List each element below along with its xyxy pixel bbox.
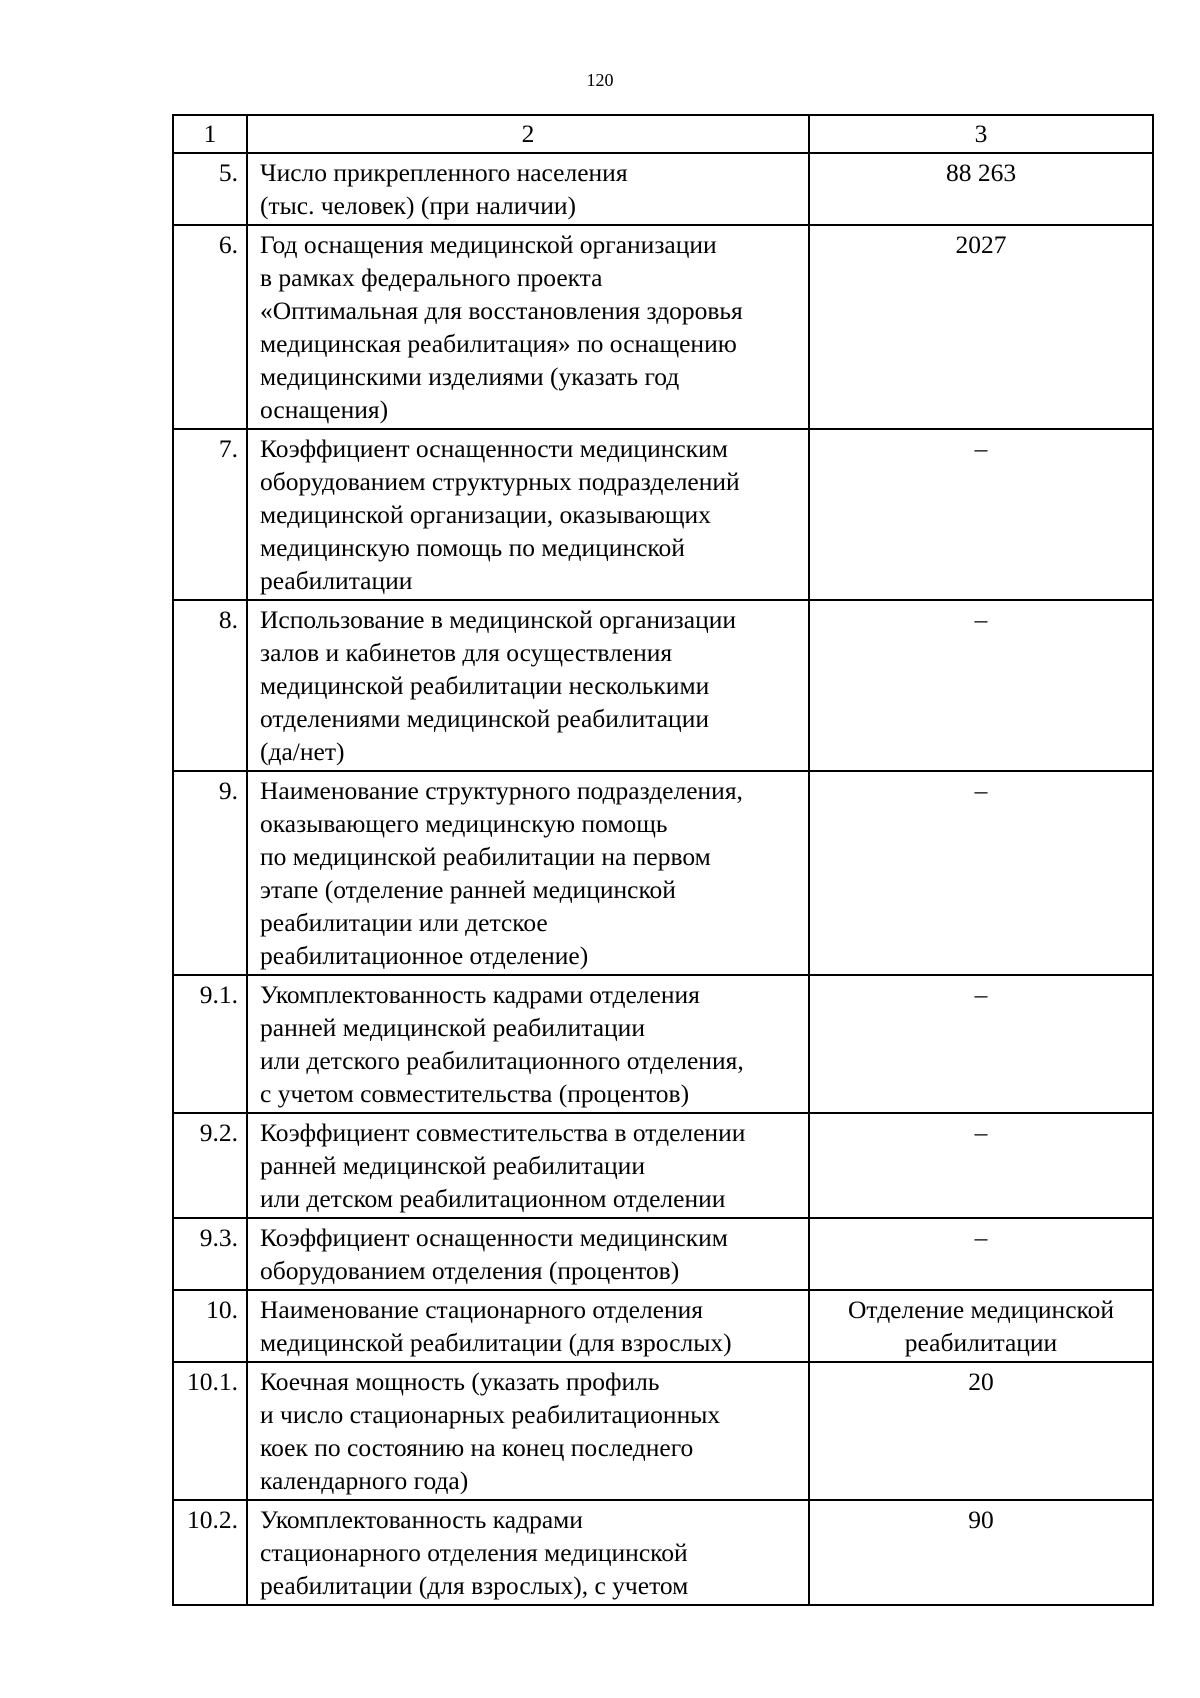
row-description-text: Наименование стационарного отделения медицинской реабилитации (для взрослых): [260, 1295, 732, 1357]
table-row: [173, 225, 1153, 429]
row-number: 10.: [173, 1290, 247, 1362]
header-cell-1: 1: [173, 115, 247, 153]
row-value-text: –: [974, 1118, 988, 1147]
row-value: [809, 429, 1153, 600]
table-row: [173, 153, 1153, 225]
row-value-text: 90: [968, 1505, 994, 1534]
row-value: [809, 1218, 1153, 1290]
table-header-row: [173, 115, 1153, 153]
row-description-text: Коэффициент оснащенности медицинским оборудованием структурных подразделений медицинской организации, оказывающих медицинскую помощь по медицинской реабилитации: [260, 434, 740, 595]
row-description: [247, 975, 809, 1113]
row-value-text: Отделение медицинской реабилитации: [847, 1295, 1115, 1357]
header-cell-2: 2: [247, 115, 809, 153]
row-description: [247, 1500, 809, 1605]
row-description-text: Число прикрепленного населения (тыс. человек) (при наличии): [260, 158, 628, 220]
row-number: 7.: [173, 429, 247, 600]
row-value-text: 20: [968, 1367, 994, 1396]
row-description-text: Наименование структурного подразделения, оказывающего медицинскую помощь по медицинской реабилитации на первом этапе (отделение ранней медицинской реабилитации или детское реабилитационное отделение): [260, 776, 743, 970]
row-value: [809, 975, 1153, 1113]
table-row: [173, 1113, 1153, 1218]
row-description: [247, 225, 809, 429]
row-value: [809, 1362, 1153, 1500]
row-value: [809, 153, 1153, 225]
row-value: [809, 1113, 1153, 1218]
row-value-text: –: [974, 605, 988, 634]
row-description-text: Коечная мощность (указать профиль и число стационарных реабилитационных коек по состоянию на конец последнего календарного года): [260, 1367, 721, 1495]
table-row: [173, 771, 1153, 975]
row-number: 10.2.: [173, 1500, 247, 1605]
table-row: [173, 1362, 1153, 1500]
row-value-text: 2027: [955, 230, 1007, 259]
page-number: 120: [586, 70, 614, 90]
row-description: [247, 1290, 809, 1362]
table-row: [173, 975, 1153, 1113]
row-number: 6.: [173, 225, 247, 429]
row-description: [247, 153, 809, 225]
row-value-text: –: [974, 980, 988, 1009]
row-number: 10.1.: [173, 1362, 247, 1500]
row-value: [809, 1500, 1153, 1605]
row-description: [247, 429, 809, 600]
row-description: [247, 1218, 809, 1290]
row-number: 9.: [173, 771, 247, 975]
row-number: 5.: [173, 153, 247, 225]
table-row: [173, 429, 1153, 600]
header-cell-3: 3: [809, 115, 1153, 153]
row-value: [809, 225, 1153, 429]
row-description-text: Укомплектованность кадрами стационарного отделения медицинской реабилитации (для взрослых), с учетом: [260, 1505, 689, 1600]
row-value: [809, 1290, 1153, 1362]
table-row: [173, 1218, 1153, 1290]
row-value-text: –: [974, 434, 988, 463]
row-value: [809, 600, 1153, 771]
table-row: [173, 1500, 1153, 1605]
table-row: [173, 600, 1153, 771]
row-description-text: Коэффициент оснащенности медицинским оборудованием отделения (процентов): [260, 1223, 728, 1285]
row-description-text: Год оснащения медицинской организации в рамках федерального проекта «Оптимальная для восстановления здоровья медицинская реабилитация» по оснащению медицинскими изделиями (указать год оснащения): [260, 230, 743, 424]
data-table: [172, 114, 1154, 1606]
row-number: 9.3.: [173, 1218, 247, 1290]
row-description: [247, 1362, 809, 1500]
row-description: [247, 1113, 809, 1218]
row-value-text: 88 263: [945, 158, 1017, 187]
row-description: [247, 771, 809, 975]
row-number: 9.2.: [173, 1113, 247, 1218]
row-number: 9.1.: [173, 975, 247, 1113]
table-row: [173, 1290, 1153, 1362]
row-value: [809, 771, 1153, 975]
row-description-text: Укомплектованность кадрами отделения ранней медицинской реабилитации или детского реабилитационного отделения, с учетом совместительства (процентов): [260, 980, 744, 1108]
row-number: 8.: [173, 600, 247, 771]
row-description: [247, 600, 809, 771]
row-value-text: –: [974, 1223, 988, 1252]
row-description-text: Коэффициент совместительства в отделении ранней медицинской реабилитации или детском реабилитационном отделении: [260, 1118, 746, 1213]
row-description-text: Использование в медицинской организации залов и кабинетов для осуществления медицинской реабилитации несколькими отделениями медицинской реабилитации (да/нет): [260, 605, 737, 766]
row-value-text: –: [974, 776, 988, 805]
